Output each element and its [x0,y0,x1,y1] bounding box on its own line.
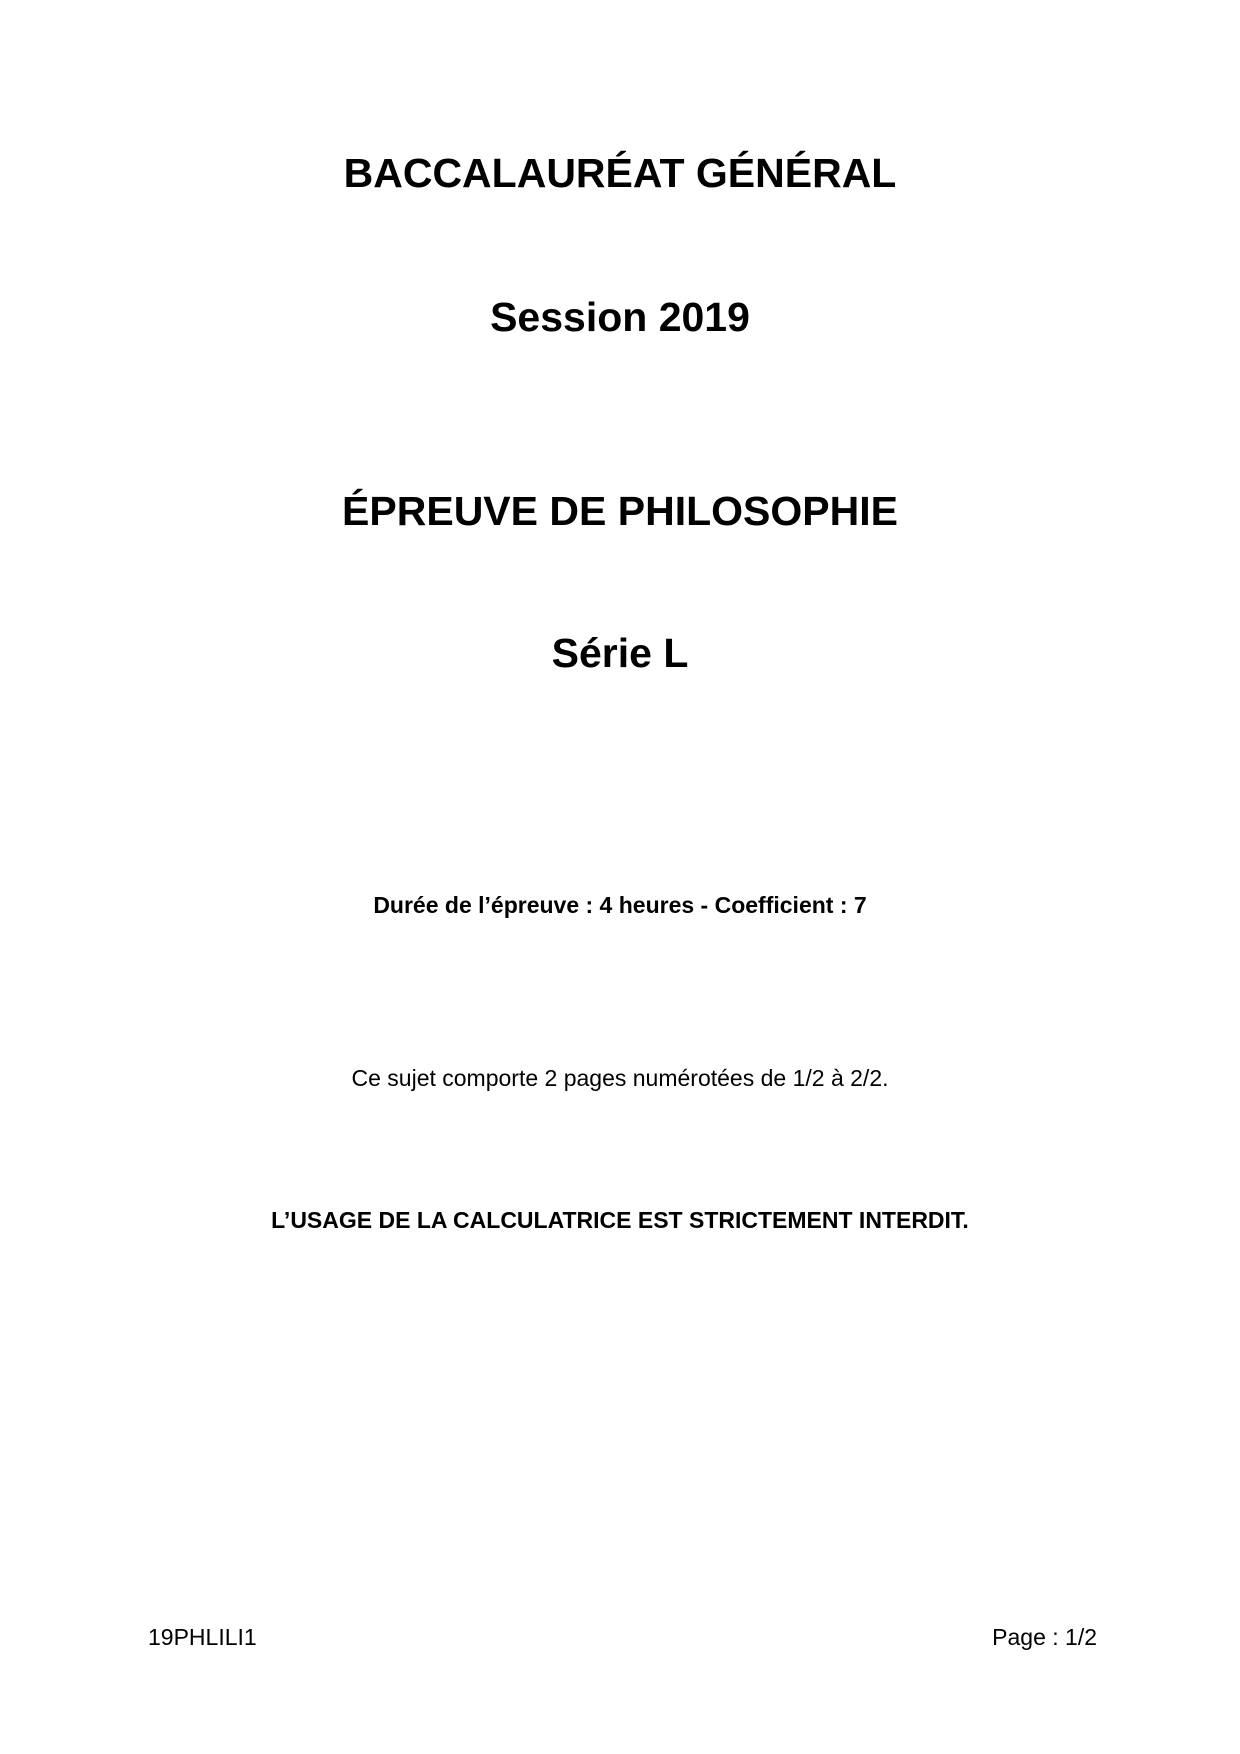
series-title: Série L [551,630,689,676]
page-count-note: Ce sujet comporte 2 pages numérotées de 1/2 à 2/2. [351,1065,889,1091]
exam-type-title: BACCALAURÉAT GÉNÉRAL [343,150,897,196]
footer-exam-code: 19PHLILI1 [148,1624,257,1650]
duration-coefficient: Durée de l’épreuve : 4 heures - Coefficient : 7 [373,892,867,918]
subject-title: ÉPREUVE DE PHILOSOPHIE [342,488,898,534]
session-title: Session 2019 [490,294,750,340]
calculator-warning: L’USAGE DE LA CALCULATRICE EST STRICTEMENT INTERDIT. [271,1207,969,1233]
footer-page-number: Page : 1/2 [992,1624,1097,1650]
